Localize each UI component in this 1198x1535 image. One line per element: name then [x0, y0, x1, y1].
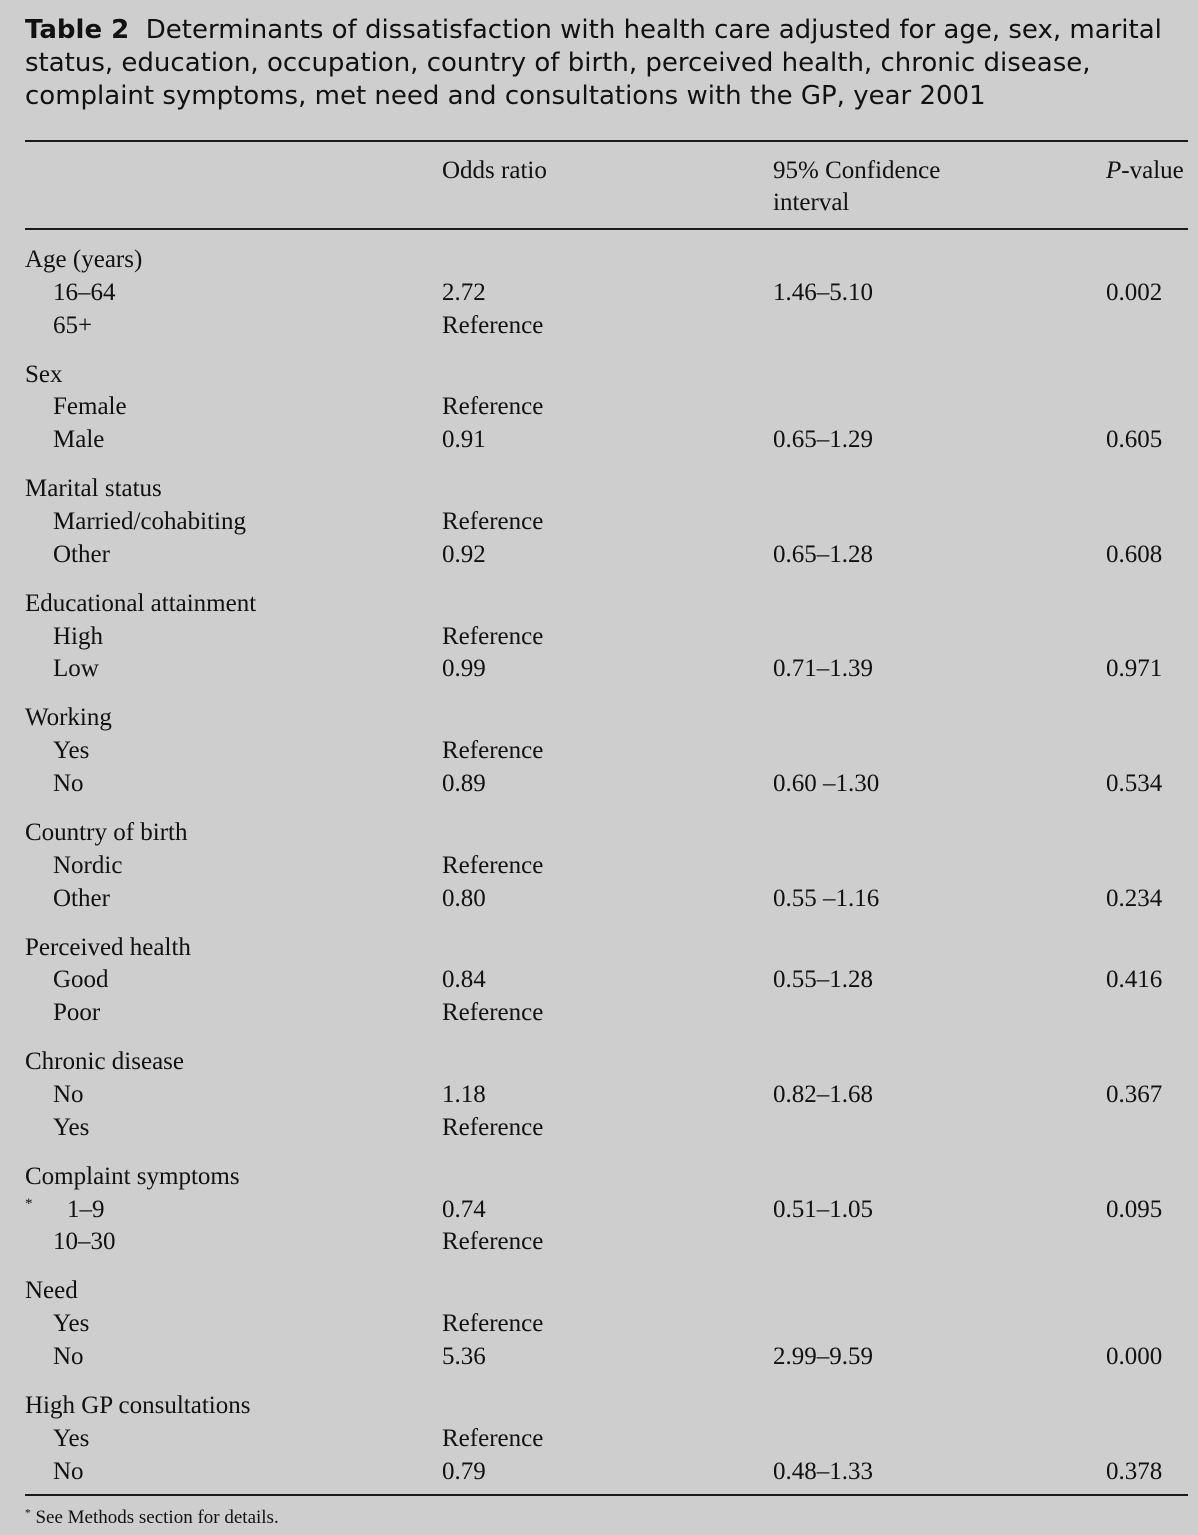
- row-label: 16–64: [53, 279, 116, 306]
- odds-ratio-value: Reference: [442, 1114, 544, 1141]
- p-value: 0.378: [1106, 1458, 1163, 1485]
- odds-ratio-value: 0.79: [442, 1458, 486, 1485]
- row-label: Yes: [53, 1114, 90, 1141]
- confidence-interval-value: 0.48–1.33: [773, 1458, 873, 1485]
- confidence-interval-value: 0.71–1.39: [773, 655, 873, 682]
- group-label: Educational attainment: [25, 590, 257, 617]
- group-label: High GP consultations: [25, 1392, 251, 1419]
- odds-ratio-value: Reference: [442, 1425, 544, 1452]
- group-label: Sex: [25, 361, 63, 388]
- confidence-interval-value: 2.99–9.59: [773, 1343, 873, 1370]
- group-label: Country of birth: [25, 819, 188, 846]
- group-label: Age (years): [25, 246, 143, 273]
- odds-ratio-value: 0.89: [442, 770, 486, 797]
- row-label: No: [53, 1458, 84, 1485]
- header-odds-ratio: Odds ratio: [442, 157, 547, 184]
- p-value: 0.002: [1106, 279, 1163, 306]
- row-label: 1–9: [67, 1196, 105, 1223]
- confidence-interval-value: 0.55–1.28: [773, 966, 873, 993]
- row-label: No: [53, 1343, 84, 1370]
- odds-ratio-value: 0.99: [442, 655, 486, 682]
- odds-ratio-value: Reference: [442, 737, 544, 764]
- odds-ratio-value: 0.92: [442, 541, 486, 568]
- confidence-interval-value: 0.60 –1.30: [773, 770, 880, 797]
- row-label: Poor: [53, 999, 101, 1026]
- row-label: High: [53, 623, 103, 650]
- group-label: Chronic disease: [25, 1048, 184, 1075]
- footnote-marker: *: [25, 1195, 33, 1212]
- odds-ratio-value: 0.84: [442, 966, 486, 993]
- confidence-interval-value: 0.82–1.68: [773, 1081, 873, 1108]
- odds-ratio-value: 2.72: [442, 279, 486, 306]
- p-value: 0.367: [1106, 1081, 1163, 1108]
- row-label: Yes: [53, 737, 90, 764]
- header-confidence-interval: 95% Confidence interval: [773, 157, 941, 216]
- p-value: 0.971: [1106, 655, 1163, 682]
- odds-ratio-value: 5.36: [442, 1343, 486, 1370]
- odds-ratio-value: Reference: [442, 999, 544, 1026]
- p-value: 0.234: [1106, 885, 1163, 912]
- row-label: Nordic: [53, 852, 123, 879]
- row-label: Other: [53, 541, 110, 568]
- group-label-row: [25, 1161, 240, 1225]
- confidence-interval-value: 0.55 –1.16: [773, 885, 880, 912]
- odds-ratio-value: Reference: [442, 1228, 544, 1255]
- confidence-interval-value: 0.65–1.28: [773, 541, 873, 568]
- footnote: * See Methods section for details.: [25, 1507, 279, 1528]
- row-label: Male: [53, 426, 105, 453]
- p-value: 0.608: [1106, 541, 1163, 568]
- odds-ratio-value: Reference: [442, 623, 544, 650]
- table-title: Determinants of dissatisfaction with health care adjusted for age, sex, marital status, education, occupation, country of birth, perceived health, chronic disease, complaint symptoms, met need and consultations with the GP, year 2001: [25, 15, 1162, 111]
- row-label: Yes: [53, 1310, 90, 1337]
- odds-ratio-value: Reference: [442, 1310, 544, 1337]
- row-label: 65+: [53, 312, 93, 339]
- p-value: 0.000: [1106, 1343, 1163, 1370]
- group-label: Marital status: [25, 475, 162, 502]
- group-label: Working: [25, 704, 112, 731]
- header-p-value: P-value: [1106, 157, 1184, 184]
- p-value: 0.095: [1106, 1196, 1163, 1223]
- odds-ratio-value: Reference: [442, 312, 544, 339]
- odds-ratio-value: Reference: [442, 508, 544, 535]
- p-value: 0.605: [1106, 426, 1163, 453]
- odds-ratio-value: Reference: [442, 852, 544, 879]
- row-label: 10–30: [53, 1228, 116, 1255]
- confidence-interval-value: 0.51–1.05: [773, 1196, 873, 1223]
- table-caption: [25, 14, 1175, 113]
- odds-ratio-value: 0.80: [442, 885, 486, 912]
- group-label: Complaint symptoms: [25, 1163, 240, 1190]
- odds-ratio-value: 0.74: [442, 1196, 486, 1223]
- group-label: Perceived health: [25, 934, 191, 961]
- row-label: Low: [53, 655, 99, 682]
- bottom-rule: [25, 1494, 1188, 1496]
- row-label: Good: [53, 966, 109, 993]
- top-rule: [25, 140, 1188, 142]
- row-label: Female: [53, 393, 127, 420]
- row-label: Other: [53, 885, 110, 912]
- row-label: No: [53, 770, 84, 797]
- odds-ratio-value: Reference: [442, 393, 544, 420]
- confidence-interval-value: 1.46–5.10: [773, 279, 873, 306]
- odds-ratio-value: 0.91: [442, 426, 486, 453]
- row-label: Yes: [53, 1425, 90, 1452]
- row-label: No: [53, 1081, 84, 1108]
- table-label: Table 2: [25, 15, 130, 45]
- confidence-interval-value: 0.65–1.29: [773, 426, 873, 453]
- p-value: 0.416: [1106, 966, 1163, 993]
- row-label: Married/cohabiting: [53, 508, 246, 535]
- header-rule: [25, 228, 1188, 230]
- odds-ratio-value: 1.18: [442, 1081, 486, 1108]
- p-value: 0.534: [1106, 770, 1163, 797]
- group-label: Need: [25, 1277, 78, 1304]
